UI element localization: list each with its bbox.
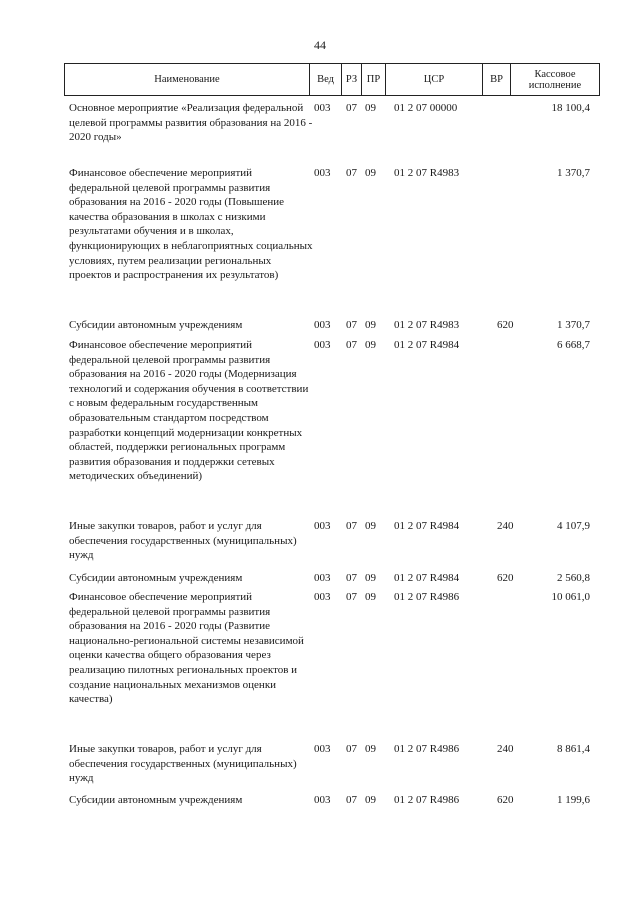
- row-amount: 8 861,4: [557, 743, 590, 755]
- row-pr: 09: [365, 572, 376, 584]
- row-amount: 1 199,6: [557, 794, 590, 806]
- header-name: Наименование: [65, 64, 310, 95]
- row-pr: 09: [365, 743, 376, 755]
- row-pr: 09: [365, 591, 376, 603]
- row-csr: 01 2 07 00000: [394, 102, 458, 114]
- row-ved: 003: [314, 339, 331, 351]
- row-csr: 01 2 07 R4983: [394, 319, 460, 331]
- row-vr: 240: [497, 520, 514, 532]
- row-amount: 10 061,0: [551, 591, 590, 603]
- row-rz: 07: [346, 743, 357, 755]
- header-rz: РЗ: [342, 64, 362, 95]
- row-csr: 01 2 07 R4986: [394, 794, 460, 806]
- row-vr: 620: [497, 319, 514, 331]
- row-amount: 4 107,9: [557, 520, 590, 532]
- table-header: [64, 63, 600, 96]
- row-name: Финансовое обеспечение мероприятий федеральной целевой программы развития образования на 2016 - 2020 годы (Модернизация технологий и содержания обучения в соответствии с новым федеральным государственным образовательным стандартом посредством разработки концепций модернизации конкретных областей, поддержки региональных программ развития образования и поддержки сетевых методических объединений): [69, 339, 309, 483]
- row-csr: 01 2 07 R4984: [394, 572, 460, 584]
- row-ved: 003: [314, 794, 331, 806]
- header-amount: Кассовое исполнение: [528, 68, 582, 91]
- row-name: Субсидии автономным учреждениям: [69, 794, 243, 806]
- row-csr: 01 2 07 R4983: [394, 167, 460, 179]
- header-pr: ПР: [362, 64, 386, 95]
- row-name: Субсидии автономным учреждениям: [69, 572, 243, 584]
- row-rz: 07: [346, 794, 357, 806]
- header-vr: ВР: [483, 64, 511, 95]
- row-csr: 01 2 07 R4984: [394, 339, 460, 351]
- row-pr: 09: [365, 102, 376, 114]
- row-name: Основное мероприятие «Реализация федеральной целевой программы развития образования на 2016 - 2020 годы»: [69, 102, 313, 144]
- row-name: Субсидии автономным учреждениям: [69, 319, 243, 331]
- row-amount: 6 668,7: [557, 339, 590, 351]
- row-ved: 003: [314, 102, 331, 114]
- row-ved: 003: [314, 591, 331, 603]
- row-pr: 09: [365, 319, 376, 331]
- row-rz: 07: [346, 167, 357, 179]
- row-pr: 09: [365, 167, 376, 179]
- row-ved: 003: [314, 520, 331, 532]
- row-pr: 09: [365, 794, 376, 806]
- row-rz: 07: [346, 591, 357, 603]
- row-amount: 1 370,7: [557, 319, 590, 331]
- row-ved: 003: [314, 743, 331, 755]
- row-amount: 18 100,4: [551, 102, 590, 114]
- row-pr: 09: [365, 339, 376, 351]
- row-name: Иные закупки товаров, работ и услуг для обеспечения государственных (муниципальных) нужд: [69, 743, 297, 785]
- page-number: 44: [314, 38, 326, 52]
- header-ved: Вед: [310, 64, 342, 95]
- header-csr: ЦСР: [386, 64, 483, 95]
- row-vr: 620: [497, 794, 514, 806]
- row-ved: 003: [314, 167, 331, 179]
- row-pr: 09: [365, 520, 376, 532]
- row-vr: 620: [497, 572, 514, 584]
- row-rz: 07: [346, 572, 357, 584]
- row-rz: 07: [346, 319, 357, 331]
- row-csr: 01 2 07 R4986: [394, 591, 460, 603]
- row-name: Финансовое обеспечение мероприятий федеральной целевой программы развития образования на 2016 - 2020 годы (Повышение качества образования в школах с низкими результатами обучения и в школах, функционирующих в неблагоприятных социальных условиях, путем реализации региональных проектов и распространения их результатов): [69, 167, 313, 282]
- row-name: Финансовое обеспечение мероприятий федеральной целевой программы развития образования на 2016 - 2020 годы (Развитие национально-региональной системы независимой оценки качества общего образования через реализацию пилотных региональных проектов и создание национальных механизмов оценки качества): [69, 591, 304, 706]
- row-amount: 1 370,7: [557, 167, 590, 179]
- row-rz: 07: [346, 102, 357, 114]
- row-vr: 240: [497, 743, 514, 755]
- row-rz: 07: [346, 339, 357, 351]
- row-rz: 07: [346, 520, 357, 532]
- row-name: Иные закупки товаров, работ и услуг для обеспечения государственных (муниципальных) нужд: [69, 520, 297, 562]
- row-csr: 01 2 07 R4986: [394, 743, 460, 755]
- row-ved: 003: [314, 572, 331, 584]
- row-ved: 003: [314, 319, 331, 331]
- row-amount: 2 560,8: [557, 572, 590, 584]
- row-csr: 01 2 07 R4984: [394, 520, 460, 532]
